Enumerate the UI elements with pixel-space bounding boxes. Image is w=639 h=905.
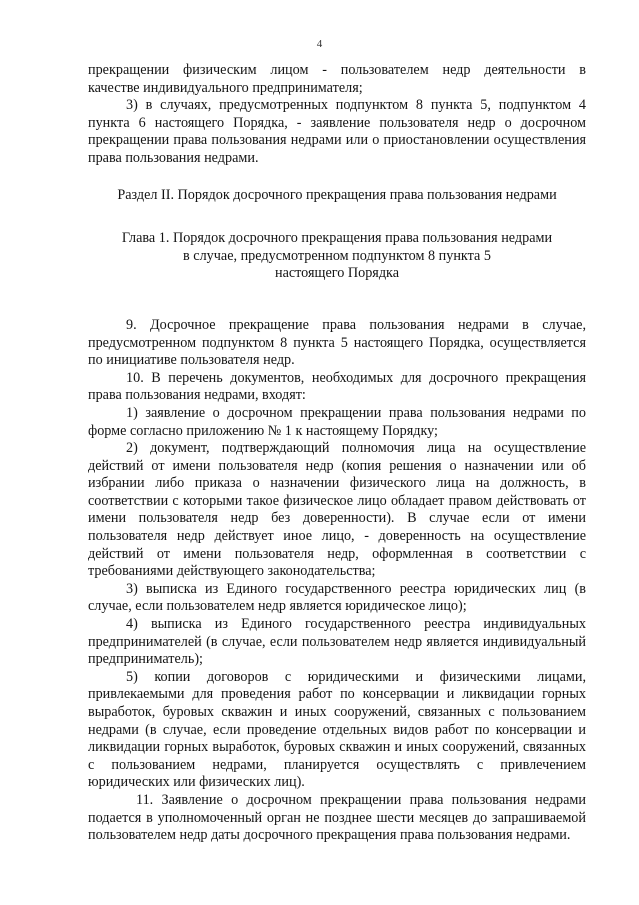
paragraph-11: 11. Заявление о досрочном прекращении права пользования недрами подается в уполномоченный орган не позднее шести месяцев до запрашиваемой пользователем недр даты досрочного прекращения права пользования недрами. bbox=[88, 791, 586, 844]
list-item-3: 3) выписка из Единого государственного реестра юридических лиц (в случае, если пользователем недр является юридическое лицо); bbox=[88, 580, 586, 615]
paragraph-9: 9. Досрочное прекращение права пользования недрами в случае, предусмотренном подпунктом 8 пункта 5 настоящего Порядка, осуществляется по инициативе пользователя недр. bbox=[88, 316, 586, 369]
document-body bbox=[88, 62, 586, 845]
chapter-title-line-1: Глава 1. Порядок досрочного прекращения права пользования недрами bbox=[121, 230, 553, 247]
list-item-4: 4) выписка из Единого государственного реестра индивидуальных предпринимателей (в случае, если пользователем недр является индивидуальный предприниматель); bbox=[88, 616, 586, 668]
list-item-1: 1) заявление о досрочном прекращении права пользования недрами по форме согласно приложению № 1 к настоящему Порядку; bbox=[88, 404, 586, 439]
paragraph-10: 10. В перечень документов, необходимых для досрочного прекращения права пользования недрами, входят: bbox=[88, 369, 586, 404]
chapter-title-line-3: настоящего Порядка bbox=[274, 265, 400, 282]
chapter-title bbox=[88, 230, 586, 283]
item-3-paragraph: 3) в случаях, предусмотренных подпунктом 8 пункта 5, подпунктом 4 пункта 6 настоящего Порядка, - заявление пользователя недр о досрочном прекращении права пользования недрами или о приостановлении осуществления права пользования недрами. bbox=[88, 97, 586, 166]
continuation-line-1: прекращении физическим лицом - пользователем недр деятельности в bbox=[88, 62, 586, 78]
chapter-title-line-2: в случае, предусмотренном подпунктом 8 пункта 5 bbox=[183, 247, 491, 264]
continuation-line-2: качестве индивидуального предпринимателя; bbox=[88, 79, 363, 96]
list-item-2: 2) документ, подтверждающий полномочия лица на осуществление действий от имени пользователя недр (копия решения о назначении или об избрании либо приказа о назначении физического лица на должность, в соответствии с которыми такое физическое лицо обладает правом действовать от имени пользователя недр без доверенности). В случае если от имени пользователя недр действует иное лицо, - доверенность на осуществление действий от имени пользователя недр, оформленная в соответствии с требованиями действующего законодательства; bbox=[88, 440, 586, 580]
list-item-5: 5) копии договоров с юридическими и физическими лицами, привлекаемыми для проведения работ по консервации и ликвидации горных выработок, буровых скважин и иных сооружений, связанных с пользованием недрами (в случае, если проведение отдельных видов работ по консервации и ликвидации горных выработок, буровых скважин и иных сооружений, связанных с пользованием недрами, планируется осуществлять с привлечением юридических или физических лиц). bbox=[88, 668, 586, 791]
page-number: 4 bbox=[316, 38, 323, 50]
section-title: Раздел II. Порядок досрочного прекращения права пользования недрами bbox=[117, 186, 557, 203]
